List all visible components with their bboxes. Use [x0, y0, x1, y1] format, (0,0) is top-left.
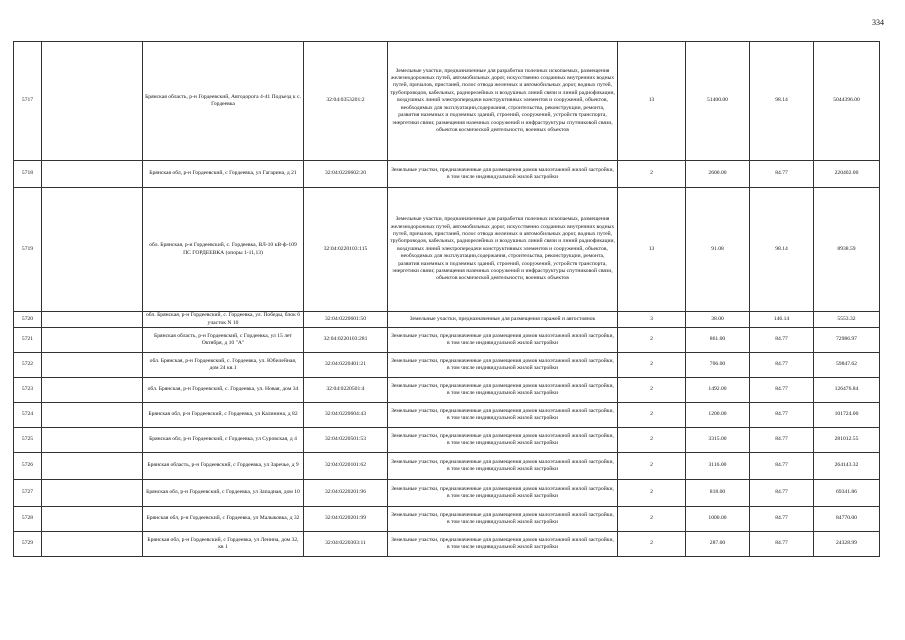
row-number: 5717	[14, 42, 42, 161]
row-number: 5724	[14, 403, 42, 428]
group-number-cell: 2	[618, 328, 686, 353]
land-purpose-cell: Земельные участки, предназначенные для размещения домов малоэтажной жилой застройки, в том числе индивидуальной жилой застройки	[388, 161, 618, 188]
cadastral-number-cell: 32:04:0220501:53	[304, 428, 388, 453]
empty-cell	[42, 453, 143, 480]
specific-value-cell: 84.77	[750, 161, 814, 188]
specific-value-cell: 84.77	[750, 480, 814, 507]
empty-cell	[42, 532, 143, 557]
area-cell: 861.00	[686, 328, 750, 353]
land-purpose-cell: Земельные участки, предназначенные для размещения домов малоэтажной жилой застройки, в том числе индивидуальной жилой застройки	[388, 480, 618, 507]
table-row	[14, 403, 880, 428]
cadastral-value-cell: 5044396.00	[814, 42, 880, 161]
empty-cell	[42, 188, 143, 312]
cadastral-value-cell: 72986.97	[814, 328, 880, 353]
land-purpose-cell: Земельные участки, предназначенные для размещения домов малоэтажной жилой застройки, в том числе индивидуальной жилой застройки	[388, 403, 618, 428]
cadastral-number-cell: 32:04:0220601:50	[304, 312, 388, 328]
empty-cell	[42, 353, 143, 378]
empty-cell	[42, 403, 143, 428]
cadastral-value-table	[13, 41, 880, 557]
area-cell: 91.08	[686, 188, 750, 312]
area-cell: 706.00	[686, 353, 750, 378]
table-row	[14, 532, 880, 557]
empty-cell	[42, 378, 143, 403]
table-row	[14, 328, 880, 353]
land-purpose-cell: Земельные участки, предназначенные для размещения домов малоэтажной жилой застройки, в том числе индивидуальной жилой застройки	[388, 378, 618, 403]
group-number-cell: 13	[618, 42, 686, 161]
land-purpose-cell: Земельные участки, предназначенные для размещения гаражей и автостоянок	[388, 312, 618, 328]
group-number-cell: 2	[618, 353, 686, 378]
area-cell: 3116.00	[686, 453, 750, 480]
area-cell: 287.00	[686, 532, 750, 557]
area-cell: 818.00	[686, 480, 750, 507]
group-number-cell: 2	[618, 428, 686, 453]
address-cell: обл. Брянская, р-н Гордеевский, с. Гордеевка, ул. Юбилейная, дом 24 кв.1	[143, 353, 304, 378]
row-number: 5722	[14, 353, 42, 378]
empty-cell	[42, 507, 143, 532]
address-cell: Брянская обл, р-н Гордеевский, с Гордеевка, ул Западная, дом 10	[143, 480, 304, 507]
address-cell: Брянская обл, р-н Гордеевский, с Гордеевка, ул Гагарина, д 21	[143, 161, 304, 188]
page-number: 334	[872, 18, 884, 27]
cadastral-number-cell: 32:04:0220103:281	[304, 328, 388, 353]
row-number: 5725	[14, 428, 42, 453]
cadastral-value-cell: 24328.99	[814, 532, 880, 557]
land-purpose-cell: Земельные участки, предназначенные для размещения домов малоэтажной жилой застройки, в том числе индивидуальной жилой застройки	[388, 532, 618, 557]
empty-cell	[42, 42, 143, 161]
group-number-cell: 2	[618, 403, 686, 428]
address-cell: обл. Брянская, р-н Гордеевский, с. Гордеевка, ВЛ-10 кВ-ф-109 ПС ГОРДЕЕВКА (опоры 1-11,13)	[143, 188, 304, 312]
cadastral-number-cell: 32:04:0353201:2	[304, 42, 388, 161]
row-number: 5720	[14, 312, 42, 328]
specific-value-cell: 98.14	[750, 42, 814, 161]
area-cell: 1200.00	[686, 403, 750, 428]
specific-value-cell: 146.14	[750, 312, 814, 328]
row-number: 5723	[14, 378, 42, 403]
empty-cell	[42, 161, 143, 188]
cadastral-number-cell: 32:04:0220103:115	[304, 188, 388, 312]
cadastral-value-cell: 5553.32	[814, 312, 880, 328]
specific-value-cell: 84.77	[750, 378, 814, 403]
specific-value-cell: 98.14	[750, 188, 814, 312]
land-purpose-cell: Земельные участки, предназначенные для разработки полезных ископаемых, размещения железнодорожных путей, автомобильных дорог, искусственно созданных внутренних водных путей, причалов, пристаней, полос отвода железных и автомобильных дорог, водных путей, трубопроводов, кабельных, радиорелейных и воздушных линий связи и линий радиофикации, воздушных линий электропередачи конструктивных элементов и сооружений, объектов, необходимых для эксплуатации,содержания, строительства, реконструкции, ремонта, развития наземных и подземных зданий, строений, сооружений, устройств транспорта, энергетики связи; размещения наземных сооружений и инфраструктуры спутниковой связи, объектов космической деятельности, военных объектов	[388, 42, 618, 161]
land-purpose-cell: Земельные участки, предназначенные для размещения домов малоэтажной жилой застройки, в том числе индивидуальной жилой застройки	[388, 507, 618, 532]
address-cell: обл. Брянская, р-н Гордеевский, с. Гордеевка, ул. Победы, блок 6 участок N 10	[143, 312, 304, 328]
address-cell: Брянская обл, р-н Гордеевский, с Гордеевка, ул Суровская, д 4	[143, 428, 304, 453]
address-cell: Брянская обл, р-н Гордеевский, с Гордеевка, ул Ленина, дом 32, кв 1	[143, 532, 304, 557]
address-cell: Брянская обл, р-н Гордеевский, с Гордеевка, ул Малыковка, д 32	[143, 507, 304, 532]
cadastral-number-cell: 32:04:0220101:62	[304, 453, 388, 480]
table-row	[14, 42, 880, 161]
table-row	[14, 453, 880, 480]
address-cell: Брянская область, р-н Гордеевский, с Гордеевка, ул 15 лет Октября, д 10 "А"	[143, 328, 304, 353]
cadastral-number-cell: 32:04:0220602:20	[304, 161, 388, 188]
cadastral-value-cell: 69341.86	[814, 480, 880, 507]
cadastral-value-cell: 220402.00	[814, 161, 880, 188]
land-purpose-cell: Земельные участки, предназначенные для размещения домов малоэтажной жилой застройки, в том числе индивидуальной жилой застройки	[388, 428, 618, 453]
row-number: 5721	[14, 328, 42, 353]
group-number-cell: 2	[618, 532, 686, 557]
specific-value-cell: 84.77	[750, 532, 814, 557]
empty-cell	[42, 480, 143, 507]
group-number-cell: 2	[618, 453, 686, 480]
row-number: 5729	[14, 532, 42, 557]
area-cell: 51400.00	[686, 42, 750, 161]
area-cell: 1000.00	[686, 507, 750, 532]
table-row	[14, 188, 880, 312]
cadastral-value-cell: 126476.84	[814, 378, 880, 403]
group-number-cell: 2	[618, 507, 686, 532]
cadastral-number-cell: 32:04:0220604:43	[304, 403, 388, 428]
specific-value-cell: 84.77	[750, 328, 814, 353]
cadastral-value-cell: 101724.00	[814, 403, 880, 428]
group-number-cell: 2	[618, 378, 686, 403]
empty-cell	[42, 312, 143, 328]
cadastral-value-cell: 8938.59	[814, 188, 880, 312]
cadastral-value-cell: 264143.32	[814, 453, 880, 480]
specific-value-cell: 84.77	[750, 428, 814, 453]
cadastral-value-cell: 281012.55	[814, 428, 880, 453]
cadastral-number-cell: 32:04:0220201:96	[304, 480, 388, 507]
table-row	[14, 378, 880, 403]
cadastral-value-cell: 59847.62	[814, 353, 880, 378]
row-number: 5728	[14, 507, 42, 532]
address-cell: обл. Брянская, р-н Гордеевский, с. Гордеевка, ул. Новая, дом 34	[143, 378, 304, 403]
area-cell: 2600.00	[686, 161, 750, 188]
cadastral-number-cell: 32:04:0220303:11	[304, 532, 388, 557]
table-row	[14, 428, 880, 453]
row-number: 5718	[14, 161, 42, 188]
row-number: 5719	[14, 188, 42, 312]
group-number-cell: 2	[618, 480, 686, 507]
group-number-cell: 3	[618, 312, 686, 328]
cadastral-value-cell: 84770.00	[814, 507, 880, 532]
specific-value-cell: 84.77	[750, 453, 814, 480]
row-number: 5727	[14, 480, 42, 507]
address-cell: Брянская область, р-н Гордеевский, с Гордеевка, ул Заречье, д 9	[143, 453, 304, 480]
specific-value-cell: 84.77	[750, 353, 814, 378]
table-row	[14, 353, 880, 378]
group-number-cell: 2	[618, 161, 686, 188]
table-row	[14, 161, 880, 188]
land-purpose-cell: Земельные участки, предназначенные для размещения домов малоэтажной жилой застройки, в том числе индивидуальной жилой застройки	[388, 453, 618, 480]
land-purpose-cell: Земельные участки, предназначенные для разработки полезных ископаемых, размещения железнодорожных путей, автомобильных дорог, искусственно созданных внутренних водных путей, причалов, пристаней, полос отвода железных и автомобильных дорог, водных путей, трубопроводов, кабельных, радиорелейных и воздушных линий связи и линий радиофикации, воздушных линий электропередачи конструктивных элементов и сооружений, объектов, необходимых для эксплуатации,содержания, строительства, реконструкции, ремонта, развития наземных и подземных зданий, строений, сооружений, устройств транспорта, энергетики связи; размещения наземных сооружений и инфраструктуры спутниковой связи, объектов космической деятельности, военных объектов	[388, 188, 618, 312]
table-row	[14, 507, 880, 532]
empty-cell	[42, 328, 143, 353]
area-cell: 3315.00	[686, 428, 750, 453]
area-cell: 38.00	[686, 312, 750, 328]
area-cell: 1492.00	[686, 378, 750, 403]
table-row	[14, 480, 880, 507]
cadastral-number-cell: 32:04:0220501:4	[304, 378, 388, 403]
land-purpose-cell: Земельные участки, предназначенные для размещения домов малоэтажной жилой застройки, в том числе индивидуальной жилой застройки	[388, 353, 618, 378]
group-number-cell: 13	[618, 188, 686, 312]
address-cell: Брянская область, р-н Гордеевский, Автодорога 4-41 Подъезд к с. Гордеевка	[143, 42, 304, 161]
cadastral-number-cell: 32:04:0220201:99	[304, 507, 388, 532]
row-number: 5726	[14, 453, 42, 480]
specific-value-cell: 84.77	[750, 507, 814, 532]
specific-value-cell: 84.77	[750, 403, 814, 428]
address-cell: Брянская обл, р-н Гордеевский, с Гордеевка, ул Калинина, д 82	[143, 403, 304, 428]
empty-cell	[42, 428, 143, 453]
land-purpose-cell: Земельные участки, предназначенные для размещения домов малоэтажной жилой застройки, в том числе индивидуальной жилой застройки	[388, 328, 618, 353]
cadastral-number-cell: 32:04:0220401:21	[304, 353, 388, 378]
table-row	[14, 312, 880, 328]
